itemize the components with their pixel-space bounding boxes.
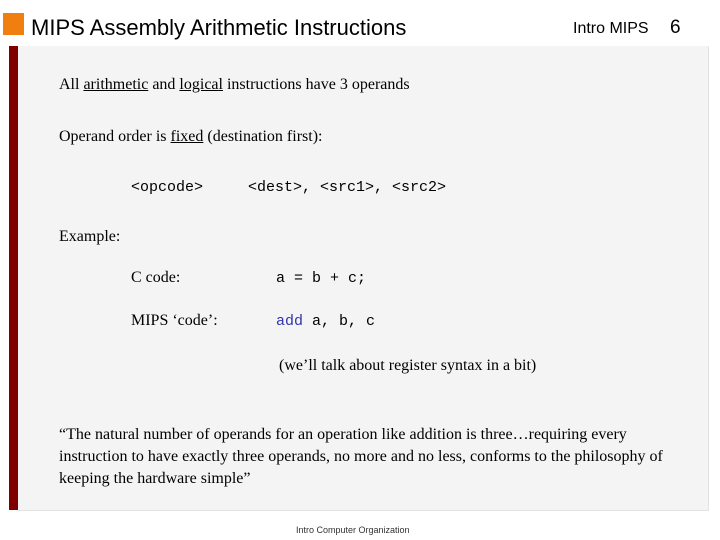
c-code-label: C code: bbox=[131, 269, 181, 286]
operands-statement-mid: and bbox=[148, 76, 180, 93]
mips-code-label: MIPS ‘code’: bbox=[131, 312, 218, 329]
footer-text: Intro Computer Organization bbox=[296, 525, 410, 535]
syntax-opcode: <opcode> bbox=[131, 179, 204, 196]
mips-operands: a, b, c bbox=[303, 313, 376, 330]
mips-code-value bbox=[276, 312, 375, 332]
sidebar-accent-bar bbox=[9, 46, 18, 510]
operand-order-prefix: Operand order is bbox=[59, 128, 171, 145]
operand-order-statement bbox=[59, 127, 322, 147]
operands-statement-suffix: instructions have 3 operands bbox=[222, 76, 410, 93]
register-syntax-note: (we’ll talk about register syntax in a bit) bbox=[279, 357, 537, 374]
c-code-value: a = b + c; bbox=[276, 270, 367, 287]
title-bullet-square bbox=[3, 13, 24, 35]
page-number: 6 bbox=[670, 17, 681, 38]
operands-statement bbox=[59, 75, 410, 95]
example-label: Example: bbox=[59, 228, 121, 245]
term-fixed: fixed bbox=[170, 128, 204, 145]
design-principle-quote: “The natural number of operands for an operation like addition is three…requiring every instruction to have exactly three operands, no more and no less, conforms to the philosophy of keeping the hardware simple” bbox=[59, 426, 663, 487]
term-logical: logical bbox=[179, 76, 223, 93]
slide-title: MIPS Assembly Arithmetic Instructions bbox=[31, 15, 407, 40]
operands-statement-prefix: All bbox=[59, 76, 84, 93]
mips-add-keyword: add bbox=[276, 313, 304, 330]
syntax-operands: <dest>, <src1>, <src2> bbox=[248, 179, 447, 196]
term-arithmetic: arithmetic bbox=[83, 76, 149, 93]
course-label: Intro MIPS bbox=[573, 20, 649, 37]
operand-order-suffix: (destination first): bbox=[203, 128, 323, 145]
